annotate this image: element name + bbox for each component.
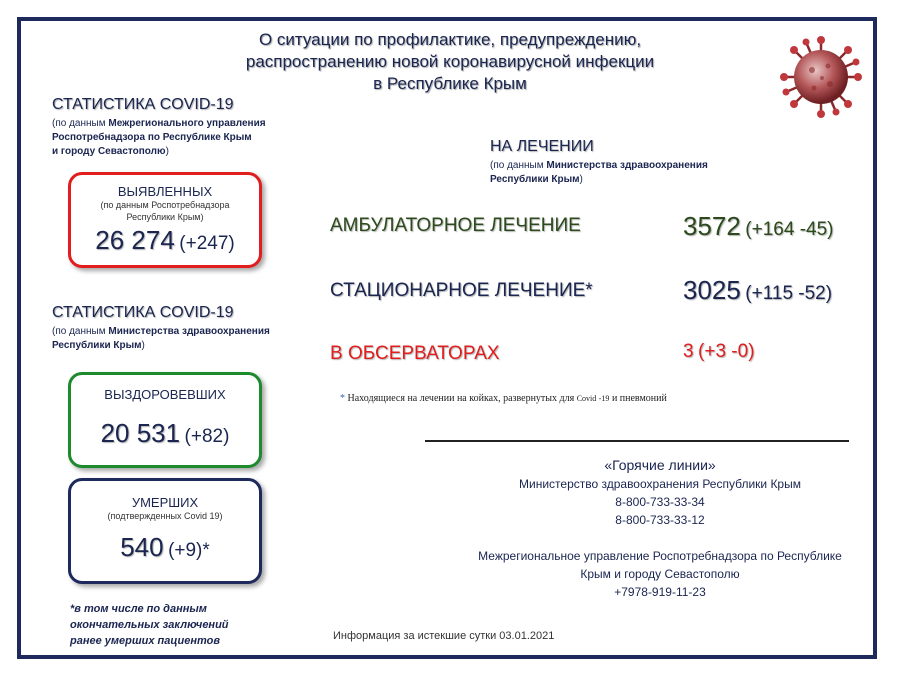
title-line-3: в Республике Крым xyxy=(373,74,527,93)
title-line-2: распространению новой коронавирусной инфекции xyxy=(245,52,655,71)
stats-source-rospotrebnadzor: (по данным Межрегионального управления Роспотребнадзора по Республике Крым и городу Севастополю) xyxy=(52,118,266,157)
stats-source-ministry: (по данным Министерства здравоохранения Республики Крым) xyxy=(52,326,270,351)
hotlines-org-rospotrebnadzor-2: Крым и городу Севастополю xyxy=(580,567,740,581)
observatory-delta: (+3 -0) xyxy=(698,341,755,362)
died-delta: (+9)* xyxy=(168,540,210,561)
divider-line xyxy=(425,440,849,442)
outpatient-value-group xyxy=(683,211,834,242)
treatment-source: (по данным Министерства здравоохранения Республики Крым) xyxy=(490,160,708,185)
stats-heading-rospotrebnadzor: СТАТИСТИКА COVID-19 xyxy=(52,96,234,113)
died-label: УМЕРШИХ xyxy=(131,495,199,510)
inpatient-value-group xyxy=(683,275,832,306)
outpatient-delta: (+164 -45) xyxy=(745,219,834,240)
treatment-footnote: * Находящиеся на лечении на койках, развернутых для Covid -19 и пневмоний xyxy=(340,393,667,404)
died-card xyxy=(68,478,262,584)
hotlines-org-rospotrebnadzor-1: Межрегиональное управление Роспотребнадзора по Республике xyxy=(478,549,842,563)
hotlines-org-ministry: Министерство здравоохранения Республики Крым xyxy=(519,477,801,491)
page-title xyxy=(200,29,700,95)
inpatient-label: СТАЦИОНАРНОЕ ЛЕЧЕНИЕ* xyxy=(330,280,593,301)
detected-card xyxy=(68,172,262,268)
died-footnote: *в том числе по данным окончательных заключений ранее умерших пациентов xyxy=(70,603,229,647)
died-value: 540 xyxy=(120,532,164,562)
hotline-phone-1: 8-800-733-33-34 xyxy=(615,495,705,509)
coronavirus-icon xyxy=(780,36,862,118)
inpatient-value: 3025 xyxy=(683,275,741,305)
recovered-label: ВЫЗДОРОВЕВШИХ xyxy=(104,387,226,402)
inpatient-delta: (+115 -52) xyxy=(745,283,833,304)
recovered-card xyxy=(68,372,262,468)
recovered-value: 20 531 xyxy=(100,418,181,448)
detected-label: ВЫЯВЛЕННЫХ xyxy=(117,184,213,199)
observatory-label: В ОБСЕРВАТОРАХ xyxy=(330,343,500,364)
hotline-phone-2: 8-800-733-33-12 xyxy=(615,513,705,527)
hotlines-title: «Горячие линии» xyxy=(604,457,716,473)
recovered-delta: (+82) xyxy=(184,426,230,447)
observatory-value: 3 xyxy=(683,341,694,362)
outpatient-label: АМБУЛАТОРНОЕ ЛЕЧЕНИЕ xyxy=(330,215,581,236)
outpatient-value: 3572 xyxy=(683,211,741,241)
stats-heading-ministry: СТАТИСТИКА COVID-19 xyxy=(52,304,234,321)
hotline-phone-3: +7978-919-11-23 xyxy=(614,585,706,599)
observatory-value-group xyxy=(683,341,755,363)
treatment-heading: НА ЛЕЧЕНИИ xyxy=(490,138,594,155)
title-line-1: О ситуации по профилактике, предупреждению, xyxy=(258,30,642,49)
died-source: (подтвержденных Covid 19) xyxy=(107,511,223,521)
detected-value: 26 274 xyxy=(95,225,175,255)
detected-delta: (+247) xyxy=(179,233,235,254)
detected-source-2: Республики Крым) xyxy=(126,212,204,222)
footer-info: Информация за истекшие сутки 03.01.2021 xyxy=(333,630,555,642)
detected-source-1: (по данным Роспотребнадзора xyxy=(100,200,230,210)
